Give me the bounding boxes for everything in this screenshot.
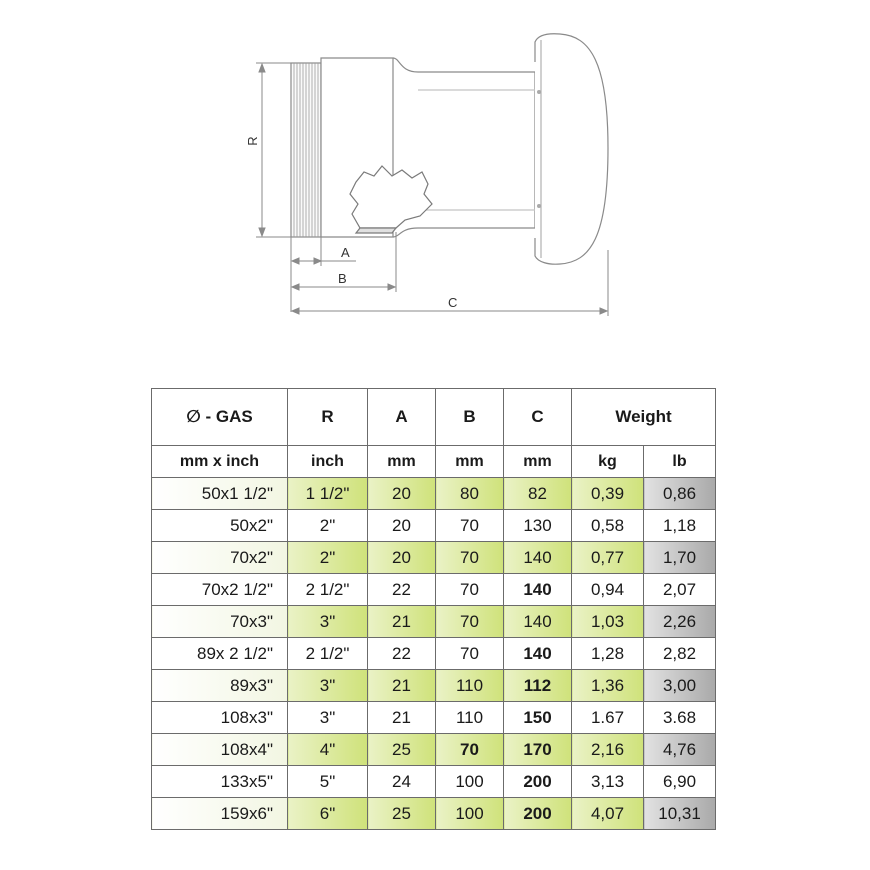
cell-lb: 4,76 xyxy=(644,734,716,766)
cutaway-hatch xyxy=(356,228,396,233)
cell-r: 3" xyxy=(288,670,368,702)
cell-lb: 3.68 xyxy=(644,702,716,734)
cell-gas: 133x5" xyxy=(152,766,288,798)
cell-a: 22 xyxy=(368,638,436,670)
table-row xyxy=(152,670,716,702)
cell-a: 24 xyxy=(368,766,436,798)
cell-kg: 1.67 xyxy=(572,702,644,734)
cell-a: 25 xyxy=(368,798,436,830)
cell-r: 1 1/2" xyxy=(288,478,368,510)
cell-a: 20 xyxy=(368,478,436,510)
cell-b: 100 xyxy=(436,766,504,798)
cell-gas: 159x6" xyxy=(152,798,288,830)
cell-lb: 1,18 xyxy=(644,510,716,542)
cell-b: 70 xyxy=(436,734,504,766)
cell-c: 140 xyxy=(504,606,572,638)
unit-kg: kg xyxy=(572,446,644,478)
table-row xyxy=(152,766,716,798)
cell-gas: 108x3" xyxy=(152,702,288,734)
cell-a: 21 xyxy=(368,606,436,638)
cell-b: 70 xyxy=(436,510,504,542)
cell-kg: 1,28 xyxy=(572,638,644,670)
cell-gas: 108x4" xyxy=(152,734,288,766)
cell-b: 80 xyxy=(436,478,504,510)
cell-gas: 89x3" xyxy=(152,670,288,702)
cell-a: 21 xyxy=(368,670,436,702)
cell-b: 70 xyxy=(436,574,504,606)
cell-gas: 89x 2 1/2" xyxy=(152,638,288,670)
table-row xyxy=(152,542,716,574)
cell-kg: 0,77 xyxy=(572,542,644,574)
cell-b: 70 xyxy=(436,542,504,574)
cell-c: 82 xyxy=(504,478,572,510)
cell-a: 25 xyxy=(368,734,436,766)
table-row xyxy=(152,638,716,670)
cell-lb: 2,82 xyxy=(644,638,716,670)
cell-kg: 0,39 xyxy=(572,478,644,510)
header-gas: ∅ - GAS xyxy=(152,389,288,446)
cell-c: 200 xyxy=(504,798,572,830)
cell-gas: 50x2" xyxy=(152,510,288,542)
cell-gas: 70x2 1/2" xyxy=(152,574,288,606)
table-row xyxy=(152,798,716,830)
cell-r: 3" xyxy=(288,606,368,638)
cell-a: 21 xyxy=(368,702,436,734)
cell-lb: 2,26 xyxy=(644,606,716,638)
cell-b: 110 xyxy=(436,670,504,702)
unit-b: mm xyxy=(436,446,504,478)
cell-gas: 70x2" xyxy=(152,542,288,574)
cell-lb: 3,00 xyxy=(644,670,716,702)
fitting-technical-drawing xyxy=(0,0,870,340)
cell-lb: 6,90 xyxy=(644,766,716,798)
cell-c: 112 xyxy=(504,670,572,702)
cell-c: 150 xyxy=(504,702,572,734)
cell-r: 3" xyxy=(288,702,368,734)
cell-lb: 0,86 xyxy=(644,478,716,510)
cell-c: 200 xyxy=(504,766,572,798)
cell-c: 140 xyxy=(504,638,572,670)
cell-b: 110 xyxy=(436,702,504,734)
cell-r: 2" xyxy=(288,510,368,542)
table-row xyxy=(152,734,716,766)
cell-kg: 1,03 xyxy=(572,606,644,638)
cell-kg: 4,07 xyxy=(572,798,644,830)
cell-c: 140 xyxy=(504,542,572,574)
table-row xyxy=(152,702,716,734)
cell-c: 170 xyxy=(504,734,572,766)
dimension-c-label: C xyxy=(448,295,458,310)
cell-kg: 3,13 xyxy=(572,766,644,798)
header-row-units xyxy=(152,446,716,478)
cell-c: 130 xyxy=(504,510,572,542)
header-r: R xyxy=(288,389,368,446)
cell-r: 4" xyxy=(288,734,368,766)
cell-lb: 1,70 xyxy=(644,542,716,574)
dimension-b-label: B xyxy=(338,271,347,286)
cell-c: 140 xyxy=(504,574,572,606)
dimension-r-label: R xyxy=(245,136,260,146)
cell-r: 2 1/2" xyxy=(288,638,368,670)
table-row xyxy=(152,478,716,510)
cell-a: 20 xyxy=(368,542,436,574)
cell-kg: 0,58 xyxy=(572,510,644,542)
cell-gas: 50x1 1/2" xyxy=(152,478,288,510)
table-row xyxy=(152,510,716,542)
cell-a: 22 xyxy=(368,574,436,606)
cell-r: 5" xyxy=(288,766,368,798)
cell-lb: 2,07 xyxy=(644,574,716,606)
cell-b: 70 xyxy=(436,606,504,638)
header-b: B xyxy=(436,389,504,446)
dimension-a-label: A xyxy=(341,245,350,260)
unit-r: inch xyxy=(288,446,368,478)
cutaway-section xyxy=(350,166,432,228)
cell-a: 20 xyxy=(368,510,436,542)
cell-b: 100 xyxy=(436,798,504,830)
cell-kg: 0,94 xyxy=(572,574,644,606)
cell-gas: 70x3" xyxy=(152,606,288,638)
cell-kg: 1,36 xyxy=(572,670,644,702)
cap-dome xyxy=(535,34,608,264)
cell-r: 2" xyxy=(288,542,368,574)
cell-r: 2 1/2" xyxy=(288,574,368,606)
header-a: A xyxy=(368,389,436,446)
unit-a: mm xyxy=(368,446,436,478)
unit-c: mm xyxy=(504,446,572,478)
header-row-main xyxy=(152,389,716,446)
cell-b: 70 xyxy=(436,638,504,670)
table-row xyxy=(152,574,716,606)
dimension-spec-table xyxy=(151,388,716,830)
cell-lb: 10,31 xyxy=(644,798,716,830)
unit-lb: lb xyxy=(644,446,716,478)
table-row xyxy=(152,606,716,638)
cell-r: 6" xyxy=(288,798,368,830)
header-c: C xyxy=(504,389,572,446)
header-weight: Weight xyxy=(572,389,716,446)
cell-kg: 2,16 xyxy=(572,734,644,766)
unit-gas: mm x inch xyxy=(152,446,288,478)
